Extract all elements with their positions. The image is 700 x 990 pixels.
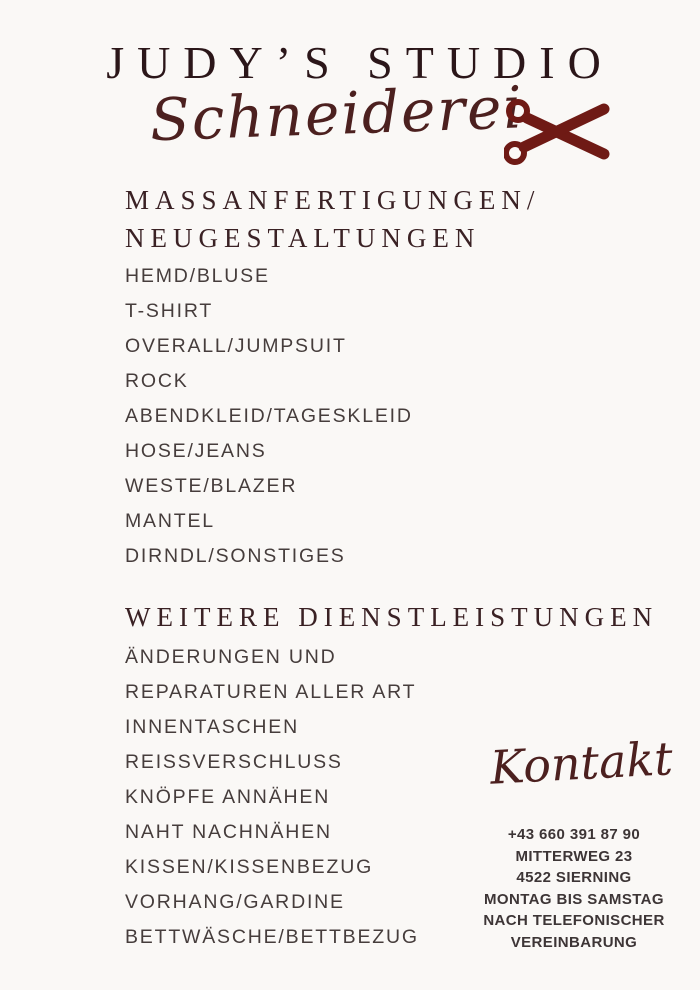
scissors-icon [504, 96, 614, 168]
section-heading-line: WEITERE DIENSTLEISTUNGEN [125, 602, 659, 632]
list-item: REPARATUREN ALLER ART [125, 681, 417, 703]
contact-hours-line: VEREINBARUNG [510, 933, 638, 951]
list-item: KISSEN/KISSENBEZUG [125, 856, 374, 878]
contact-block [452, 824, 696, 953]
list-item: DIRNDL/SONSTIGES [125, 545, 346, 567]
list-item: T-SHIRT [125, 300, 214, 322]
list-item: KNÖPFE ANNÄHEN [125, 786, 331, 808]
list-item: ROCK [125, 370, 189, 392]
contact-hours-line: MONTAG BIS SAMSTAG [484, 890, 664, 908]
list-item: WESTE/BLAZER [125, 475, 298, 497]
list-item: ABENDKLEID/TAGESKLEID [125, 405, 413, 427]
contact-city: 4522 SIERNING [516, 869, 632, 886]
contact-phone: +43 660 391 87 90 [507, 826, 641, 843]
dienstleistungen-list [125, 640, 419, 955]
list-item: HEMD/BLUSE [125, 265, 270, 287]
list-item: NAHT NACHNÄHEN [125, 821, 332, 843]
list-item: BETTWÄSCHE/BETTBEZUG [125, 926, 419, 948]
studio-subtitle: Schneiderei [148, 73, 525, 155]
massanfertigungen-list [125, 259, 413, 574]
list-item: OVERALL/JUMPSUIT [125, 335, 347, 357]
contact-hours-line: NACH TELEFONISCHER [483, 912, 665, 929]
list-item: MANTEL [125, 510, 215, 532]
list-item: VORHANG/GARDINE [125, 891, 345, 913]
list-item: HOSE/JEANS [125, 440, 267, 462]
studio-title: JUDY’S STUDIO [106, 37, 614, 88]
list-item: INNENTASCHEN [125, 716, 300, 738]
list-item: REISSVERSCHLUSS [125, 751, 343, 773]
contact-street: MITTERWEG 23 [515, 847, 633, 865]
list-item: ÄNDERUNGEN UND [125, 646, 337, 668]
section-heading-massanfertigungen [125, 181, 540, 257]
contact-heading: Kontakt [488, 731, 675, 795]
section-heading-dienstleistungen [125, 598, 658, 636]
section-heading-line: NEUGESTALTUNGEN [125, 223, 481, 253]
section-heading-line: MASSANFERTIGUNGEN/ [125, 185, 541, 215]
